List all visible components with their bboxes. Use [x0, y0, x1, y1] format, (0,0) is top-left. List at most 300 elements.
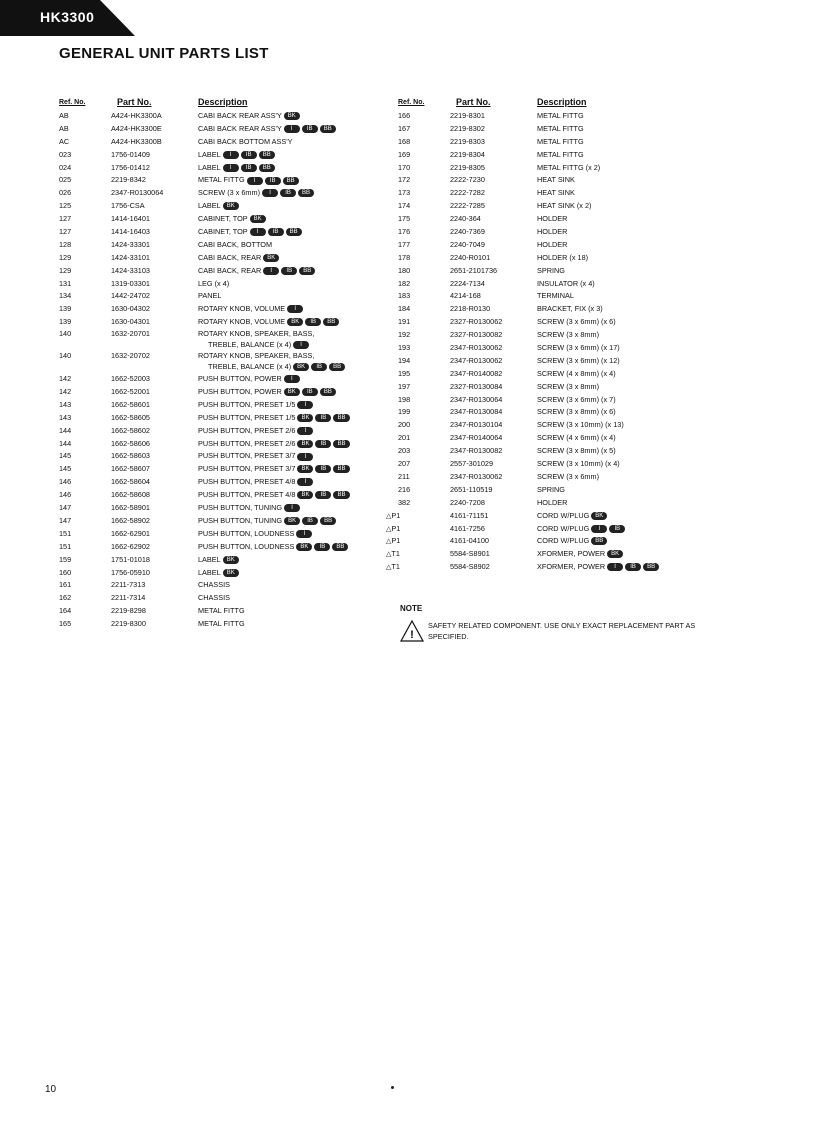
warning-triangle-icon [400, 620, 424, 642]
ref-no [59, 123, 69, 136]
ref-no-text: 211 [398, 471, 410, 481]
part-no: 2218-R0130 [450, 304, 491, 314]
part-no: 1662-58607 [111, 464, 150, 474]
ref-no-text: 197 [398, 381, 411, 391]
variant-badge: BK [607, 550, 623, 558]
ref-no [398, 174, 410, 187]
description-text: CORD W/PLUG [537, 510, 590, 520]
description [537, 432, 616, 445]
description-text-line2: TREBLE, BALANCE (x 4) [208, 361, 292, 371]
description-text: SCREW (3 x 8mm) (x 6) [537, 407, 616, 417]
ref-no [59, 162, 71, 175]
ref-no-text: 192 [398, 330, 411, 340]
description-text: LABEL [198, 567, 221, 577]
warning-triangle-icon: △ [386, 538, 392, 546]
ref-no-text: AC [59, 136, 70, 146]
ref-no [398, 278, 410, 291]
ref-no-text: 144 [59, 425, 72, 435]
ref-no [59, 200, 71, 213]
ref-no [59, 618, 71, 631]
variant-badge: I [262, 189, 278, 197]
ref-no [59, 303, 71, 316]
description [198, 329, 314, 350]
description-text: CABI BACK REAR ASS'Y [198, 111, 282, 120]
ref-no [59, 502, 71, 515]
parts-row [398, 471, 728, 484]
parts-row [59, 450, 379, 463]
variant-badge: IB [265, 177, 281, 185]
variant-badge: IB [315, 491, 331, 499]
ref-no [386, 561, 400, 575]
description-text: CABI BACK, REAR [198, 252, 262, 262]
description-text: PUSH BUTTON, LOUDNESS [198, 541, 295, 551]
variant-badge: IB [609, 525, 625, 533]
description [198, 290, 221, 303]
description-text: METAL FITTG [537, 136, 584, 146]
ref-no-text: 151 [59, 541, 72, 551]
part-no: 2219-8305 [450, 162, 485, 172]
description-text: ROTARY KNOB, SPEAKER, BASS, [198, 351, 315, 361]
variant-badge: BK [591, 512, 607, 520]
ref-no-text: 178 [398, 252, 411, 262]
variant-badge: I [293, 341, 309, 349]
parts-row [59, 605, 379, 618]
description [537, 136, 584, 149]
ref-no-text: 139 [59, 317, 72, 327]
ref-no [59, 567, 71, 580]
ref-no-text: 194 [398, 355, 411, 365]
warning-triangle-icon: △ [386, 525, 392, 533]
variant-badge: IB [268, 228, 284, 236]
description [537, 561, 659, 574]
ref-no-text: 166 [398, 111, 411, 120]
part-no: 5584-S8902 [450, 562, 490, 572]
parts-row [59, 290, 379, 303]
parts-row [398, 342, 728, 355]
description [198, 316, 339, 329]
part-no: 2240-364 [450, 214, 481, 224]
ref-no-text: 145 [59, 464, 72, 474]
parts-row [59, 541, 379, 554]
description-text: HEAT SINK (x 2) [537, 201, 592, 211]
description-text: PUSH BUTTON, TUNING [198, 515, 283, 525]
part-no: 2347-R0130104 [450, 420, 503, 430]
ref-no [59, 213, 71, 226]
ref-no-text: 177 [398, 239, 411, 249]
description-text: SCREW (4 x 6mm) (x 4) [537, 433, 616, 443]
description [537, 355, 620, 368]
variant-badge: IB [281, 267, 297, 275]
description-text: XFORMER, POWER [537, 562, 606, 572]
model-label: HK3300 [40, 9, 95, 25]
description [198, 438, 350, 451]
ref-no-text: 382 [398, 497, 411, 507]
parts-row [398, 200, 728, 213]
parts-row [386, 548, 728, 561]
variant-badge: BB [259, 164, 275, 172]
svg-text:!: ! [410, 629, 414, 641]
ref-no [398, 432, 410, 445]
ref-no [59, 136, 69, 149]
ref-no [59, 438, 71, 451]
description-text: TERMINAL [537, 291, 574, 301]
variant-badge: IB [315, 465, 331, 473]
ref-no-text: 176 [398, 227, 411, 237]
ref-no [398, 329, 410, 342]
parts-row [59, 502, 379, 515]
description-text: PUSH BUTTON, PRESET 4/8 [198, 490, 296, 500]
description [198, 515, 336, 528]
parts-row [59, 592, 379, 605]
parts-row [59, 136, 379, 149]
variant-badge: I [263, 267, 279, 275]
part-no: 2219-8342 [111, 175, 146, 185]
ref-no-text: 142 [59, 374, 72, 384]
ref-no-text: 201 [398, 433, 411, 443]
ref-no [398, 342, 410, 355]
parts-row [398, 110, 728, 123]
variant-badge: I [296, 530, 312, 538]
description [198, 592, 230, 605]
description [198, 502, 300, 515]
model-tab [0, 0, 135, 36]
parts-row [59, 386, 379, 399]
description-text: INSULATOR (x 4) [537, 278, 595, 288]
description [198, 351, 345, 372]
right-parts-table [386, 97, 728, 574]
description-text: CORD W/PLUG [537, 536, 590, 546]
ref-no [59, 541, 71, 554]
parts-row [386, 523, 728, 536]
variant-badge: I [250, 228, 266, 236]
description-text: LABEL [198, 554, 221, 564]
ref-no-text: 127 [59, 214, 72, 224]
parts-row [398, 419, 728, 432]
ref-no-text: 161 [59, 580, 72, 590]
description-text: LABEL [198, 201, 221, 211]
description-text: SCREW (3 x 6mm) (x 7) [537, 394, 616, 404]
note-title: NOTE [400, 604, 423, 613]
ref-no-text: 140 [59, 351, 72, 361]
page-mark [391, 1086, 394, 1089]
left-table-header [59, 97, 379, 110]
variant-badge: BB [283, 177, 299, 185]
ref-no-text: 139 [59, 304, 72, 314]
part-no: 1632-20701 [111, 329, 150, 339]
description-text: PUSH BUTTON, LOUDNESS [198, 528, 295, 538]
part-no: 2347-R0130062 [450, 355, 503, 365]
parts-row [59, 567, 379, 580]
part-no: 2219-8298 [111, 606, 146, 616]
ref-no [59, 290, 71, 303]
page-title: GENERAL UNIT PARTS LIST [59, 45, 269, 62]
description [537, 484, 565, 497]
description-text: CABI BACK, BOTTOM [198, 239, 273, 249]
ref-no [398, 368, 410, 381]
part-no: 1662-58603 [111, 451, 150, 461]
ref-no [398, 316, 410, 329]
part-no: 2651-110519 [450, 484, 493, 494]
ref-no [398, 213, 410, 226]
variant-badge: BK [223, 202, 239, 210]
desc-header: Description [198, 97, 248, 107]
ref-no-text: 143 [59, 399, 72, 409]
ref-no-text: 144 [59, 438, 72, 448]
description [198, 265, 315, 278]
ref-no-text: 134 [59, 291, 72, 301]
part-no: A424-HK3300A [111, 111, 162, 120]
ref-no [398, 162, 410, 175]
variant-badge: BK [297, 465, 313, 473]
part-no: A424-HK3300B [111, 136, 162, 146]
ref-no [398, 252, 410, 265]
parts-row [59, 515, 379, 528]
ref-no [398, 458, 410, 471]
variant-badge: BK [223, 556, 239, 564]
part-no: 2240-7049 [450, 239, 485, 249]
variant-badge: I [591, 525, 607, 533]
parts-row [386, 510, 728, 523]
ref-no [59, 412, 71, 425]
ref-no [398, 265, 410, 278]
variant-badge: I [297, 427, 313, 435]
description [537, 510, 607, 523]
ref-no [398, 484, 410, 497]
part-no: 1662-58608 [111, 490, 150, 500]
ref-no-text: 195 [398, 368, 411, 378]
variant-badge: BB [286, 228, 302, 236]
parts-row [59, 174, 379, 187]
part-no: 5584-S8901 [450, 549, 490, 559]
description [537, 110, 584, 123]
variant-badge: BB [333, 465, 349, 473]
description-text: LABEL [198, 149, 221, 159]
description [198, 618, 245, 631]
part-no: 1632-20702 [111, 351, 150, 361]
part-no: 2224-7134 [450, 278, 485, 288]
variant-badge: I [284, 504, 300, 512]
ref-no-text: 164 [59, 606, 72, 616]
description-text: LABEL [198, 162, 221, 172]
ref-no [386, 548, 400, 562]
parts-row [59, 316, 379, 329]
description [198, 579, 230, 592]
variant-badge: BB [329, 363, 345, 371]
description-text: PUSH BUTTON, PRESET 1/5 [198, 412, 296, 422]
desc-header: Description [537, 97, 587, 107]
part-no: 1424-33101 [111, 252, 150, 262]
description [537, 187, 575, 200]
variant-badge: I [284, 375, 300, 383]
ref-no-text: 151 [59, 528, 72, 538]
ref-no-text: P1 [391, 536, 401, 546]
ref-no [398, 471, 410, 484]
description [537, 200, 591, 213]
ref-no-text: P1 [391, 510, 401, 520]
ref-no [59, 399, 71, 412]
description-text: SCREW (3 x 8mm) (x 5) [537, 446, 616, 456]
parts-row [59, 213, 379, 226]
description [537, 471, 599, 484]
part-header: Part No. [456, 97, 491, 107]
description [198, 399, 313, 412]
variant-badge: BB [591, 537, 607, 545]
description [537, 535, 607, 548]
ref-no [398, 110, 410, 123]
part-no: 1662-58604 [111, 477, 150, 487]
description [537, 381, 599, 394]
description-text: HOLDER [537, 497, 568, 507]
parts-row [398, 226, 728, 239]
description-text: HOLDER [537, 227, 568, 237]
description-text: BRACKET, FIX (x 3) [537, 304, 603, 314]
description [537, 149, 584, 162]
description [537, 278, 595, 291]
description [537, 523, 625, 536]
variant-badge: BB [259, 151, 275, 159]
ref-no [59, 515, 71, 528]
parts-row [59, 554, 379, 567]
note-text: SAFETY RELATED COMPONENT. USE ONLY EXACT REPLACEMENT PART AS SPECIFIED. [428, 621, 696, 641]
description [198, 200, 239, 213]
parts-row [59, 399, 379, 412]
variant-badge: IB [625, 563, 641, 571]
parts-row [59, 187, 379, 200]
parts-row [59, 425, 379, 438]
description-text: SCREW (4 x 8mm) (x 4) [537, 368, 616, 378]
description [537, 548, 623, 561]
part-no: 4161-71151 [450, 510, 489, 520]
part-header: Part No. [117, 97, 152, 107]
description-text: SCREW (3 x 10mm) (x 13) [537, 420, 624, 430]
description [198, 541, 348, 554]
part-no: 1756-01409 [111, 149, 150, 159]
variant-badge: I [247, 177, 263, 185]
ref-no-text: 145 [59, 451, 72, 461]
description-text: SCREW (3 x 10mm) (x 4) [537, 459, 620, 469]
parts-row [59, 329, 379, 351]
description-text: HOLDER (x 18) [537, 252, 589, 262]
description-text: SPRING [537, 484, 565, 494]
description-text: PUSH BUTTON, PRESET 2/6 [198, 425, 296, 435]
part-no: 2327-R0130084 [450, 381, 503, 391]
ref-no [59, 226, 71, 239]
part-no: 2219-8300 [111, 619, 146, 629]
part-no: 1414-16401 [111, 214, 150, 224]
part-no: 1662-62902 [111, 541, 150, 551]
parts-row [398, 381, 728, 394]
parts-row [398, 213, 728, 226]
part-no: 1662-58606 [111, 438, 150, 448]
variant-badge: IB [315, 414, 331, 422]
ref-no-text: 169 [398, 149, 411, 159]
description-text: SCREW (3 x 6mm) [537, 471, 600, 481]
part-no: 1630-04302 [111, 304, 150, 314]
variant-badge: BB [299, 267, 315, 275]
description-text: SCREW (3 x 6mm) (x 12) [537, 355, 620, 365]
ref-no [398, 226, 410, 239]
parts-row [59, 200, 379, 213]
part-no: 1756-CSA [111, 201, 145, 211]
description-text: PUSH BUTTON, POWER [198, 387, 282, 397]
parts-row [59, 239, 379, 252]
ref-no [59, 174, 71, 187]
ref-no [398, 419, 410, 432]
description-text: CORD W/PLUG [537, 523, 590, 533]
description [198, 252, 279, 265]
parts-row [398, 187, 728, 200]
description-text: PUSH BUTTON, PRESET 3/7 [198, 451, 296, 461]
ref-no [386, 510, 400, 524]
parts-row [398, 355, 728, 368]
part-no: 2347-R0130064 [111, 188, 164, 198]
part-no: 1756-01412 [111, 162, 150, 172]
page-number: 10 [45, 1084, 57, 1095]
description-text: LEG (x 4) [198, 278, 230, 288]
ref-no-text: 162 [59, 593, 72, 603]
description-text-line2: TREBLE, BALANCE (x 4) [208, 339, 292, 349]
parts-row [398, 278, 728, 291]
ref-no-text: P1 [391, 523, 401, 533]
part-no: 1662-58601 [111, 399, 150, 409]
variant-badge: IB [311, 363, 327, 371]
description-text: PUSH BUTTON, PRESET 1/5 [198, 399, 296, 409]
parts-row [398, 290, 728, 303]
description [198, 476, 313, 489]
description [537, 226, 567, 239]
parts-row [59, 226, 379, 239]
part-no: 1414-16403 [111, 227, 150, 237]
variant-badge: IB [241, 151, 257, 159]
description [198, 174, 299, 187]
part-no: 4161-04100 [450, 536, 489, 546]
ref-no-text: AB [59, 123, 69, 133]
description [198, 239, 272, 252]
description [198, 162, 275, 175]
variant-badge: BK [297, 491, 313, 499]
description-text: PUSH BUTTON, PRESET 4/8 [198, 477, 296, 487]
ref-no-text: 182 [398, 278, 411, 288]
description [198, 386, 336, 399]
description-text: METAL FITTG [537, 123, 584, 133]
part-no: 2219-8303 [450, 136, 485, 146]
description [537, 342, 620, 355]
ref-no-text: 165 [59, 619, 72, 629]
description [537, 419, 624, 432]
description-text: HOLDER [537, 239, 568, 249]
description-text: SCREW (3 x 8mm) [537, 330, 600, 340]
part-no: 1442-24702 [111, 291, 150, 301]
parts-row [398, 368, 728, 381]
description [537, 290, 574, 303]
parts-row [398, 149, 728, 162]
description [198, 450, 313, 463]
description [537, 239, 567, 252]
warning-triangle-icon: △ [386, 564, 392, 572]
description [537, 174, 575, 187]
ref-no-text: 127 [59, 227, 72, 237]
description-text: PUSH BUTTON, POWER [198, 374, 282, 384]
description-text: SCREW (3 x 6mm) (x 6) [537, 317, 616, 327]
description-text: SPRING [537, 265, 565, 275]
part-no: 2222-7230 [450, 175, 485, 185]
parts-row [59, 438, 379, 451]
ref-no-text: 023 [59, 149, 72, 159]
parts-row [59, 110, 379, 123]
parts-row [59, 278, 379, 291]
ref-no-text: 026 [59, 188, 72, 198]
right-table-header [398, 97, 728, 110]
